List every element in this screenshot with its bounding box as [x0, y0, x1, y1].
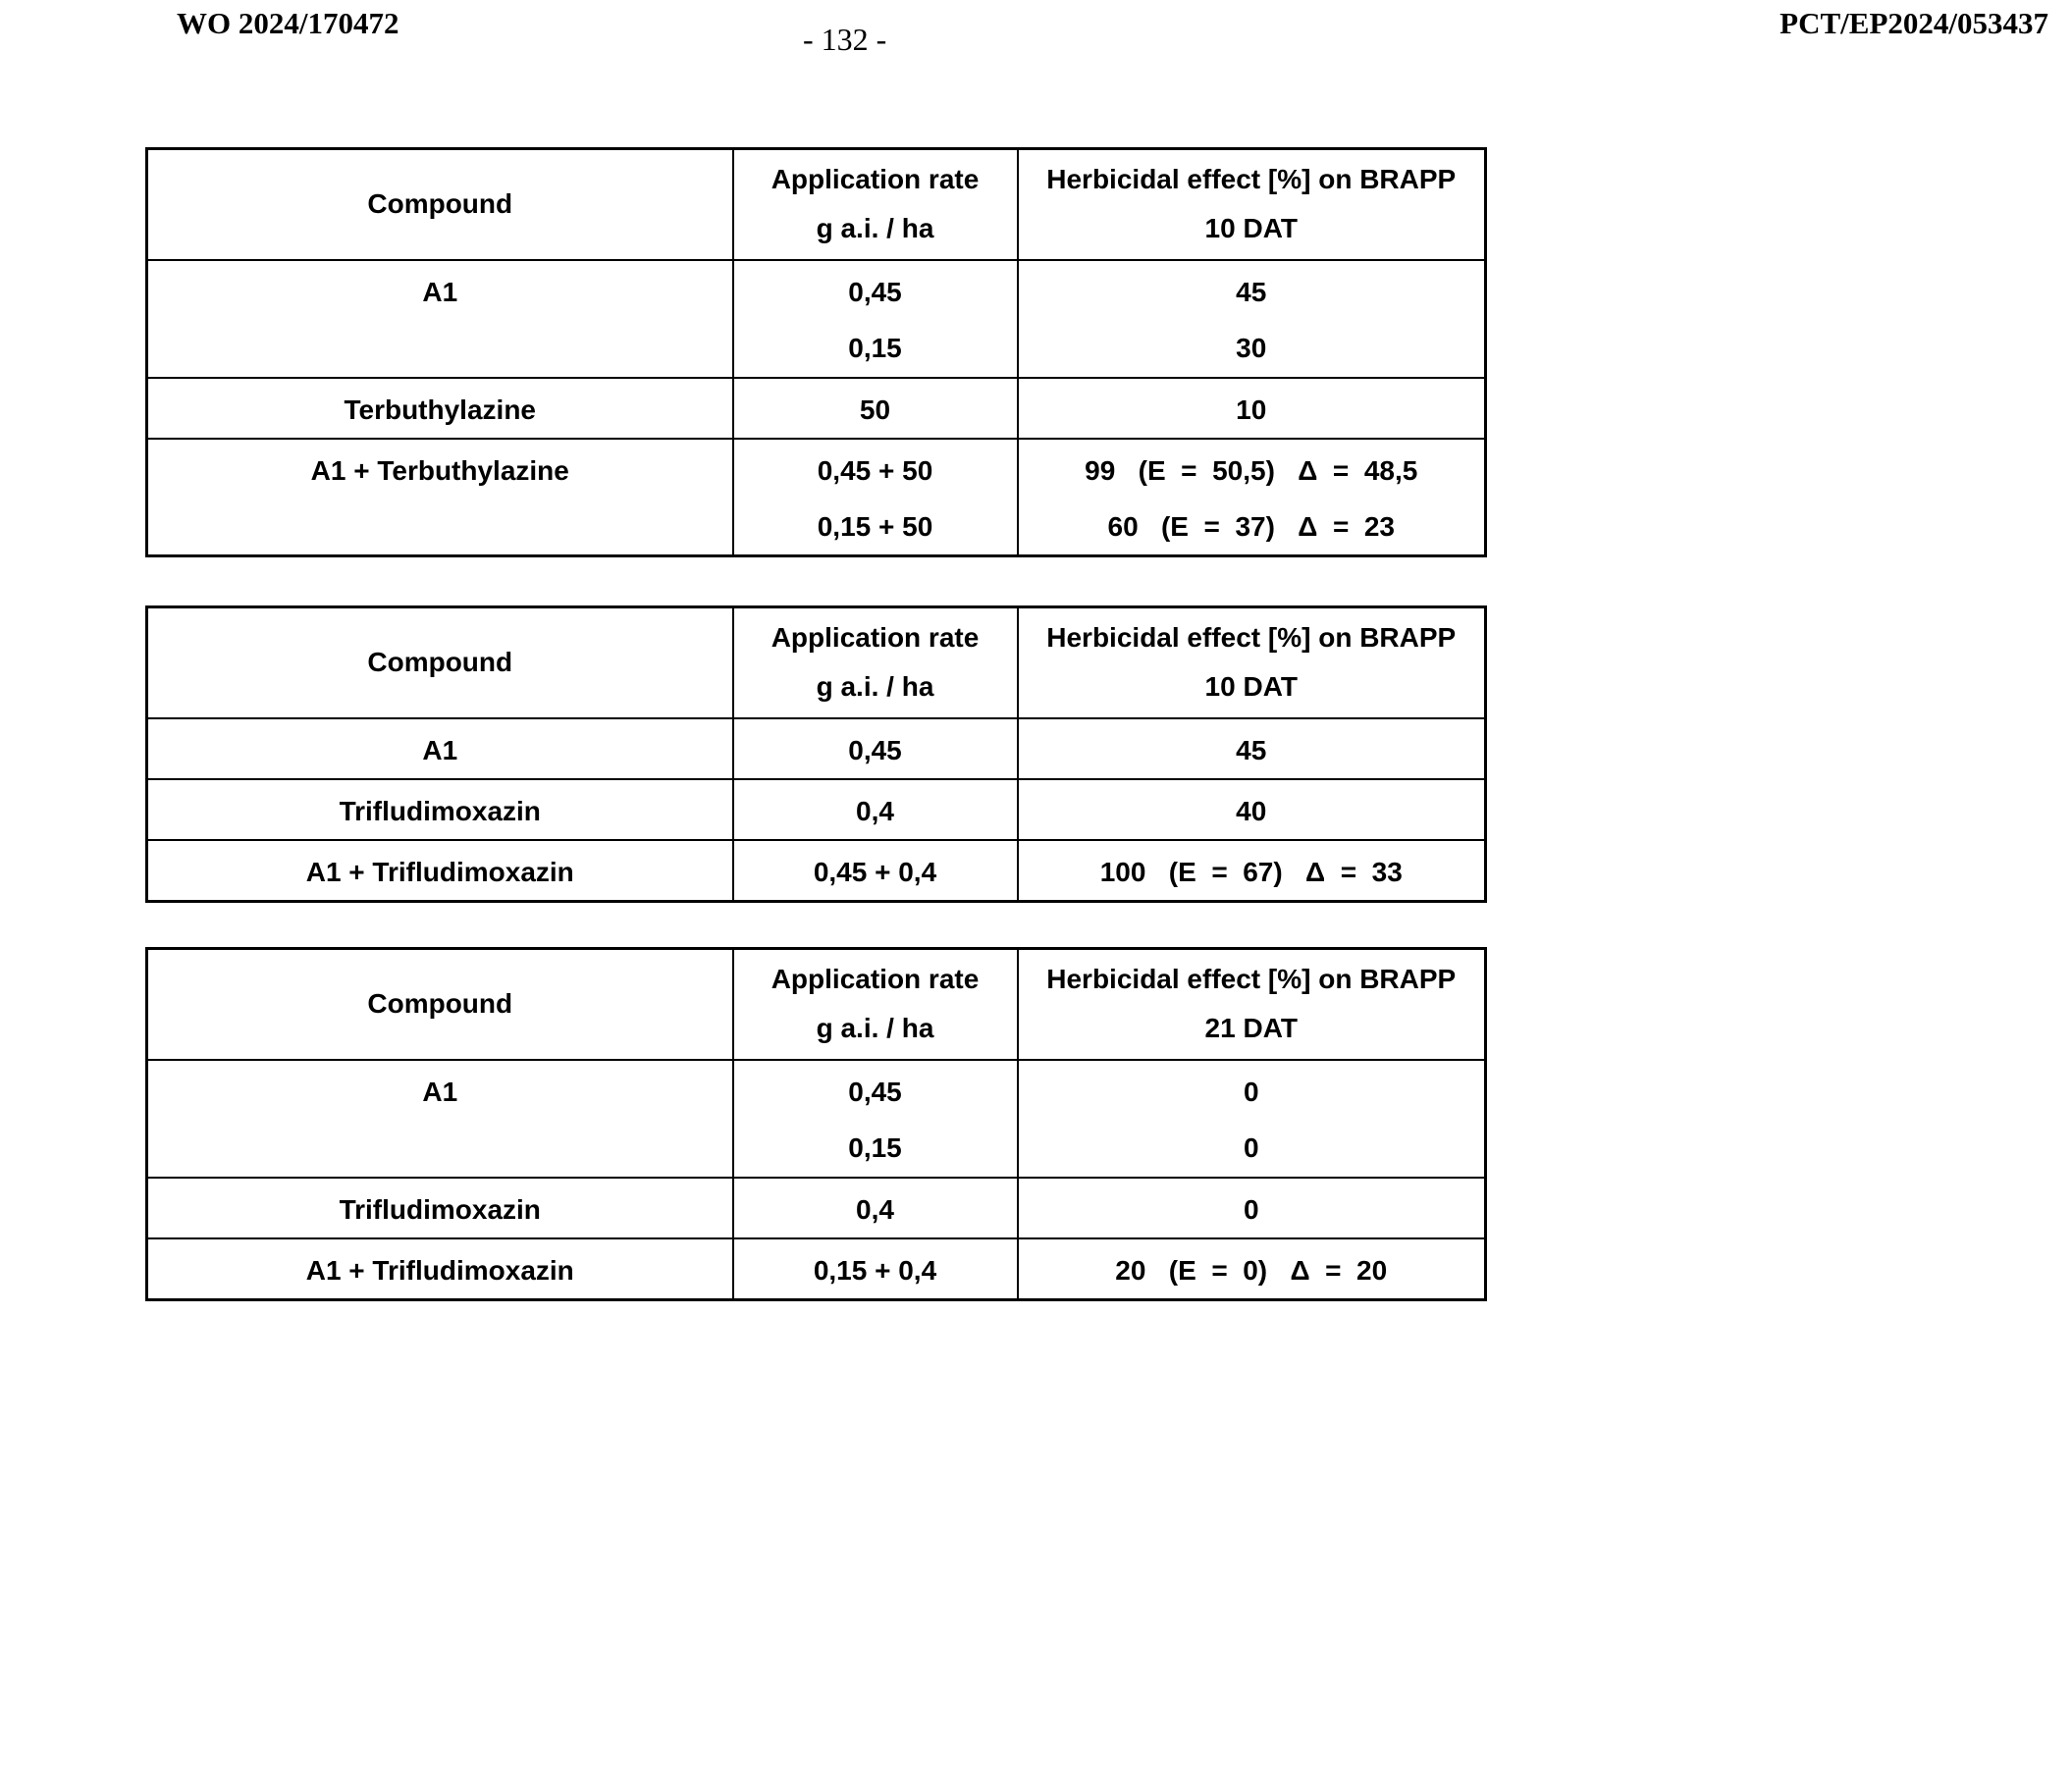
compound-cell: Terbuthylazine: [147, 378, 733, 439]
table-row: [147, 1178, 1486, 1238]
effect-cell: 99 (E = 50,5) Δ = 48,5 60 (E = 37) Δ = 23: [1018, 439, 1486, 556]
col-header-herbicidal-effect: Herbicidal effect [%] on BRAPP 10 DAT: [1018, 607, 1486, 718]
table-row: [147, 840, 1486, 902]
col-header-application-rate: Application rate g a.i. / ha: [733, 607, 1018, 718]
effect-cell: 45: [1018, 718, 1486, 779]
compound-cell: A1 + Trifludimoxazin: [147, 840, 733, 902]
effect-cell: 100 (E = 67) Δ = 33: [1018, 840, 1486, 902]
rate-cell: 0,45 + 0,4: [733, 840, 1018, 902]
page-number: - 132 -: [803, 22, 887, 57]
rate-cell: 0,45 + 50 0,15 + 50: [733, 439, 1018, 556]
rate-cell: 0,4: [733, 779, 1018, 840]
compound-cell: A1 + Trifludimoxazin: [147, 1238, 733, 1300]
rate-cell: 0,4: [733, 1178, 1018, 1238]
table-row: [147, 718, 1486, 779]
rate-cell: 0,45: [733, 718, 1018, 779]
rate-cell: 0,15 + 0,4: [733, 1238, 1018, 1300]
herbicide-table-1: [145, 147, 1487, 557]
effect-cell: 10: [1018, 378, 1486, 439]
herbicide-table-2: [145, 605, 1487, 903]
col-header-compound: Compound: [147, 949, 733, 1060]
table-header-row: [147, 149, 1486, 260]
compound-cell: Trifludimoxazin: [147, 1178, 733, 1238]
table-row: [147, 378, 1486, 439]
pct-number: PCT/EP2024/053437: [1780, 6, 2048, 40]
compound-cell: A1 + Terbuthylazine: [147, 439, 733, 556]
table-header-row: [147, 949, 1486, 1060]
table-row: [147, 439, 1486, 556]
effect-cell: 45 30: [1018, 260, 1486, 378]
compound-cell: A1: [147, 1060, 733, 1178]
table-row: [147, 1060, 1486, 1178]
compound-cell: A1: [147, 260, 733, 378]
table-row: [147, 1238, 1486, 1300]
rate-cell: 50: [733, 378, 1018, 439]
compound-cell: A1: [147, 718, 733, 779]
rate-cell: 0,45 0,15: [733, 260, 1018, 378]
effect-cell: 0 0: [1018, 1060, 1486, 1178]
table-row: [147, 779, 1486, 840]
col-header-herbicidal-effect: Herbicidal effect [%] on BRAPP 10 DAT: [1018, 149, 1486, 260]
col-header-application-rate: Application rate g a.i. / ha: [733, 149, 1018, 260]
table-row: [147, 260, 1486, 378]
effect-cell: 20 (E = 0) Δ = 20: [1018, 1238, 1486, 1300]
effect-cell: 40: [1018, 779, 1486, 840]
table-header-row: [147, 607, 1486, 718]
rate-cell: 0,45 0,15: [733, 1060, 1018, 1178]
col-header-application-rate: Application rate g a.i. / ha: [733, 949, 1018, 1060]
col-header-compound: Compound: [147, 149, 733, 260]
compound-cell: Trifludimoxazin: [147, 779, 733, 840]
effect-cell: 0: [1018, 1178, 1486, 1238]
col-header-compound: Compound: [147, 607, 733, 718]
herbicide-table-3: [145, 947, 1487, 1301]
col-header-herbicidal-effect: Herbicidal effect [%] on BRAPP 21 DAT: [1018, 949, 1486, 1060]
doc-number: WO 2024/170472: [177, 6, 399, 40]
